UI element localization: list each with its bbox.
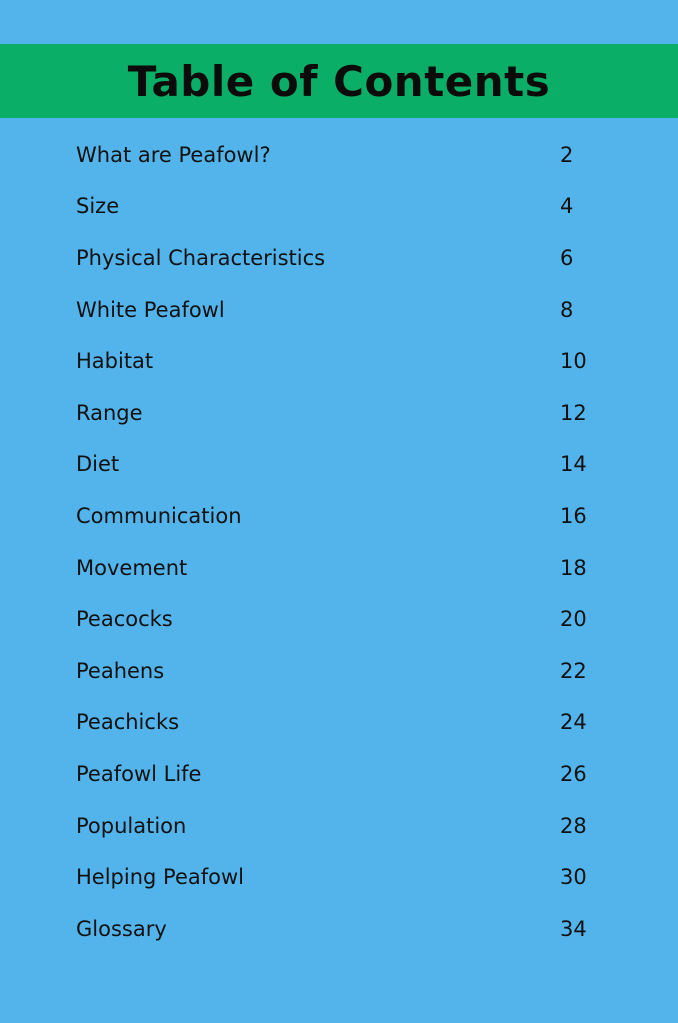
toc-entry-page: 30 xyxy=(560,865,587,890)
toc-entry-title: Range xyxy=(76,400,143,425)
toc-entry-page: 10 xyxy=(560,349,587,374)
toc-entry-page: 34 xyxy=(560,916,587,941)
toc-entry-title: Physical Characteristics xyxy=(76,245,326,270)
toc-entry-page: 4 xyxy=(560,194,574,219)
toc-entry[interactable] xyxy=(76,697,600,749)
toc-entry-page: 22 xyxy=(560,658,587,683)
toc-entry[interactable] xyxy=(76,593,600,645)
toc-entry-title: Peafowl Life xyxy=(76,761,202,786)
toc-entry[interactable] xyxy=(76,232,600,284)
toc-entry-title: Size xyxy=(76,194,120,219)
toc-entry[interactable] xyxy=(76,851,600,903)
toc-entry[interactable] xyxy=(76,284,600,336)
toc-entry-title: Helping Peafowl xyxy=(76,865,244,890)
toc-entry-page: 18 xyxy=(560,555,587,580)
toc-entry-page: 8 xyxy=(560,297,574,322)
toc-entry-title: What are Peafowl? xyxy=(76,142,271,167)
toc-entry-page: 6 xyxy=(560,245,574,270)
toc-entry-page: 14 xyxy=(560,452,587,477)
toc-entry-title: Communication xyxy=(76,503,242,528)
toc-entry-page: 28 xyxy=(560,813,587,838)
toc-entry-page: 20 xyxy=(560,607,587,632)
toc-entry-title: Peacocks xyxy=(76,607,173,632)
table-of-contents-list xyxy=(76,129,600,955)
toc-entry[interactable] xyxy=(76,542,600,594)
toc-entry[interactable] xyxy=(76,181,600,233)
toc-entry[interactable] xyxy=(76,800,600,852)
toc-entry-title: Diet xyxy=(76,452,120,477)
toc-entry-page: 2 xyxy=(560,142,574,167)
toc-entry-title: Glossary xyxy=(76,916,167,941)
toc-entry[interactable] xyxy=(76,490,600,542)
toc-entry[interactable] xyxy=(76,335,600,387)
toc-entry-title: Movement xyxy=(76,555,188,580)
toc-entry-page: 12 xyxy=(560,400,587,425)
toc-entry-title: Habitat xyxy=(76,349,154,374)
toc-entry[interactable] xyxy=(76,129,600,181)
toc-entry-page: 24 xyxy=(560,710,587,735)
title-banner xyxy=(0,44,678,118)
toc-entry[interactable] xyxy=(76,387,600,439)
toc-entry-title: Peahens xyxy=(76,658,165,683)
toc-entry-page: 16 xyxy=(560,503,587,528)
page-title: Table of Contents xyxy=(127,56,551,106)
toc-entry[interactable] xyxy=(76,748,600,800)
toc-entry[interactable] xyxy=(76,903,600,955)
toc-entry-title: Peachicks xyxy=(76,710,180,735)
toc-entry[interactable] xyxy=(76,439,600,491)
toc-entry-title: White Peafowl xyxy=(76,297,225,322)
toc-entry-page: 26 xyxy=(560,761,587,786)
toc-entry-title: Population xyxy=(76,813,187,838)
toc-entry[interactable] xyxy=(76,645,600,697)
